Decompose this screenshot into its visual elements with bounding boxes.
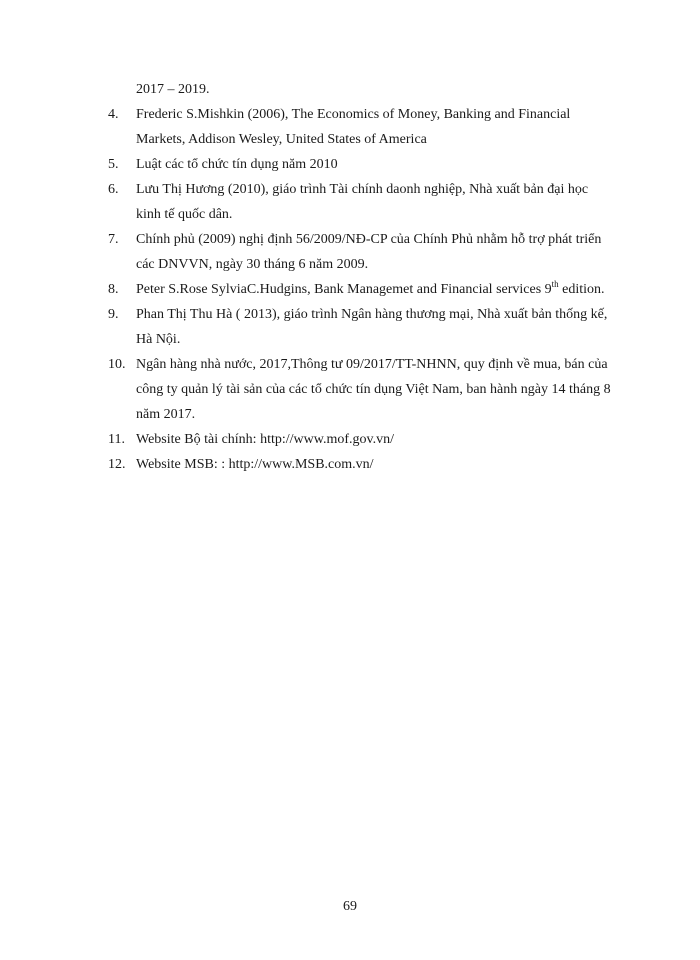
reference-text: Lưu Thị Hương (2010), giáo trình Tài chính daonh nghiệp, Nhà xuất bản đại học kinh tế quốc dân. — [136, 182, 589, 222]
reference-text: Frederic S.Mishkin (2006), The Economics of Money, Banking and Financial Markets, Addison Wesley, United States of America — [136, 107, 571, 147]
reference-number: 10. — [108, 357, 126, 372]
reference-number: 11. — [108, 432, 125, 447]
reference-item-9 — [108, 302, 613, 352]
reference-item-4 — [108, 102, 613, 152]
reference-text — [136, 277, 613, 302]
reference-item-12 — [108, 452, 613, 477]
reference-continuation: 2017 – 2019. — [136, 82, 210, 97]
reference-number: 5. — [108, 157, 119, 172]
reference-number: 7. — [108, 232, 119, 247]
page-number: 69 — [343, 899, 357, 914]
reference-item-5 — [108, 152, 613, 177]
reference-number: 9. — [108, 307, 119, 322]
reference-text: Luật các tổ chức tín dụng năm 2010 — [136, 157, 338, 172]
reference-text: Website MSB: : http://www.MSB.com.vn/ — [136, 457, 374, 472]
reference-text: Website Bộ tài chính: http://www.mof.gov.vn/ — [136, 432, 394, 447]
reference-text: Chính phủ (2009) nghị định 56/2009/NĐ-CP của Chính Phủ nhằm hỗ trợ phát triển các DNVVN, ngày 30 tháng 6 năm 2009. — [136, 232, 602, 272]
reference-item-7 — [108, 227, 613, 277]
reference-text-tail: edition. — [558, 282, 605, 297]
reference-number: 4. — [108, 107, 119, 122]
reference-text-main: Peter S.Rose SylviaC.Hudgins, Bank Managemet and Financial services 9 — [136, 282, 552, 297]
reference-list — [108, 77, 613, 477]
reference-item-10 — [108, 352, 613, 427]
reference-item-6 — [108, 177, 613, 227]
reference-item-8 — [108, 277, 613, 302]
reference-text: Ngân hàng nhà nước, 2017,Thông tư 09/2017/TT-NHNN, quy định về mua, bán của công ty quản lý tài sản của các tổ chức tín dụng Việt Nam, ban hành ngày 14 tháng 8 năm 2017. — [136, 357, 611, 422]
superscript-ordinal: th — [551, 279, 559, 289]
reference-text: Phan Thị Thu Hà ( 2013), giáo trình Ngân hàng thương mại, Nhà xuất bản thống kế, Hà Nội. — [136, 307, 608, 347]
reference-item-11 — [108, 427, 613, 452]
reference-number: 8. — [108, 282, 119, 297]
reference-number: 6. — [108, 182, 119, 197]
reference-number: 12. — [108, 457, 126, 472]
